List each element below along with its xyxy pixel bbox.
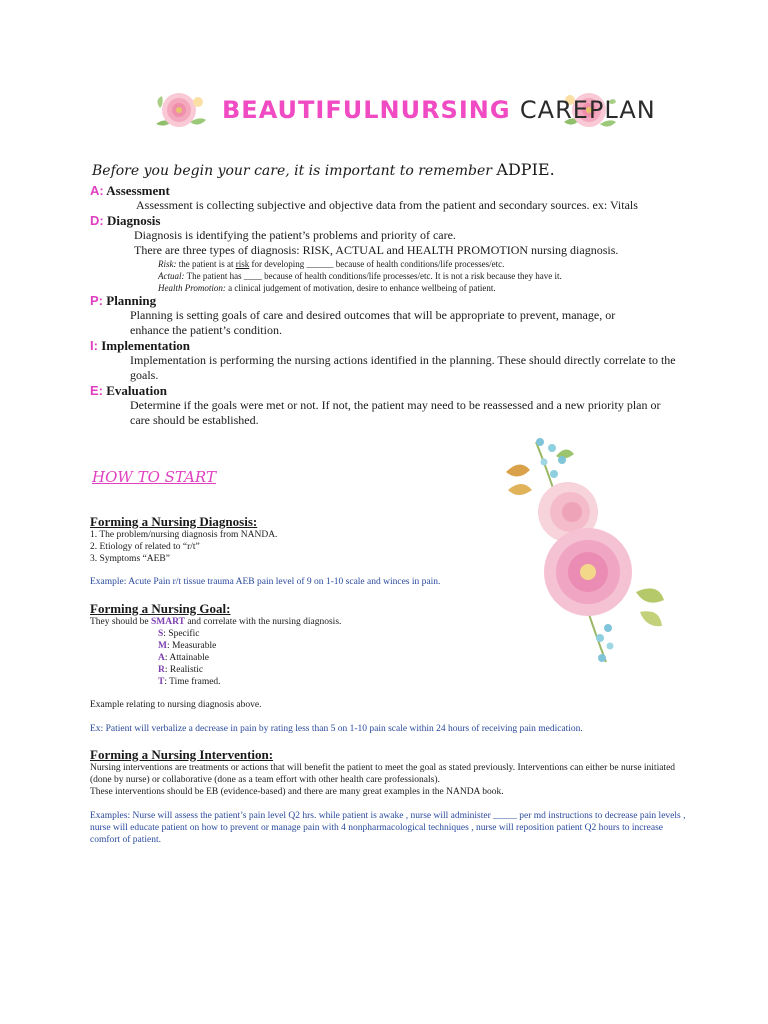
implementation-letter: I: xyxy=(90,338,98,353)
smart-letter: A xyxy=(158,653,165,663)
planning-label: Planning xyxy=(106,293,157,308)
smart-item xyxy=(158,652,209,664)
smart-item xyxy=(158,628,199,640)
evaluation-label: Evaluation xyxy=(106,383,167,398)
intro-text: Before you begin your care, it is important to remember xyxy=(92,163,492,179)
intervention-examples: Examples: Nurse will assess the patient’s pain level Q2 hrs. while patient is awake , nurse will administer _____ per md instructions to decrease pain levels , nurse will educate patient on how to prevent or manage pain with 4 nonpharmacological techniques , nurse will reposition patient Q2 hours to increase comfort of patient. xyxy=(90,811,686,845)
implementation-heading xyxy=(90,338,190,354)
diagnosis-line1: Diagnosis is identifying the patient’s problems and priority of care. xyxy=(134,228,456,242)
goal-example: Ex: Patient will verbalize a decrease in pain by rating less than 5 on 1-10 pain scale within 24 hours of receiving pain medication. xyxy=(90,724,583,734)
assessment-text: Assessment is collecting subjective and objective data from the patient and secondary sources. ex: Vitals xyxy=(136,198,638,212)
risk-post: for developing ______ because of health conditions/life processes/etc. xyxy=(251,259,505,269)
forming-diagnosis-heading: Forming a Nursing Diagnosis: xyxy=(90,514,258,529)
goal-example-intro: Example relating to nursing diagnosis above. xyxy=(90,700,262,710)
intro-line xyxy=(92,160,555,179)
assessment-label: Assessment xyxy=(106,183,170,198)
smart-letter: R xyxy=(158,665,165,675)
smart-text: : Time framed. xyxy=(164,677,221,687)
rose-left-icon xyxy=(150,88,208,136)
forming-goal-intro xyxy=(90,616,341,628)
planning-heading xyxy=(90,293,156,309)
page-title xyxy=(222,96,656,124)
intervention-text2: These interventions should be EB (evidence-based) and there are many great examples in the NANDA book. xyxy=(90,787,504,797)
smart-text: : Measurable xyxy=(166,641,217,651)
evaluation-letter: E: xyxy=(90,383,103,398)
intro-acronym: ADPIE. xyxy=(496,160,555,179)
risk-pre: the patient is at xyxy=(178,259,234,269)
diagnosis-heading xyxy=(90,213,160,229)
forming-intervention-heading: Forming a Nursing Intervention: xyxy=(90,747,274,762)
forming-goal-heading: Forming a Nursing Goal: xyxy=(90,601,231,616)
risk-label: Risk: xyxy=(158,259,177,269)
planning-text: Planning is setting goals of care and desired outcomes that will be appropriate to prevent, manage, or enhance the patient’s condition. xyxy=(130,308,616,337)
forming-diagnosis-item: 3. Symptoms “AEB” xyxy=(90,554,170,564)
smart-letter: T xyxy=(158,677,165,687)
goal-intro-smart: SMART xyxy=(150,617,185,627)
forming-diagnosis-example: Example: Acute Pain r/t tissue trauma AEB pain level of 9 on 1-10 scale and winces in pain. xyxy=(90,577,441,587)
smart-text: : Attainable xyxy=(164,653,209,663)
smart-letter: M xyxy=(158,641,167,651)
diagnosis-label: Diagnosis xyxy=(106,213,161,228)
smart-text: : Realistic xyxy=(164,665,204,675)
intervention-text: Nursing interventions are treatments or actions that will benefit the patient to meet the goal as stated previously. Interventions can either be nurse initiated (done by nurse) or collaborative (done as a team effort with other health care professionals). xyxy=(90,763,676,785)
health-label: Health Promotion: xyxy=(158,283,226,293)
goal-intro-pre: They should be xyxy=(90,617,149,627)
assessment-heading xyxy=(90,183,170,199)
risk-underlined: risk xyxy=(235,259,250,269)
evaluation-text: Determine if the goals were met or not. If not, the patient may need to be reassessed and a new priority plan or care should be established. xyxy=(130,398,661,427)
diagnosis-health-promotion xyxy=(158,282,496,294)
smart-item xyxy=(158,640,216,652)
actual-label: Actual: xyxy=(158,271,185,281)
smart-item xyxy=(158,664,203,676)
health-text: a clinical judgement of motivation, desire to enhance wellbeing of patient. xyxy=(228,283,496,293)
actual-text: The patient has ____ because of health conditions/life processes/etc. It is not a risk because they have it. xyxy=(186,271,562,281)
implementation-label: Implementation xyxy=(101,338,191,353)
evaluation-heading xyxy=(90,383,167,399)
how-to-start-heading: HOW TO START xyxy=(92,468,216,486)
title-part2: CAREPLAN xyxy=(519,96,656,124)
planning-letter: P: xyxy=(90,293,103,308)
implementation-text: Implementation is performing the nursing actions identified in the planning. These should directly correlate to the goals. xyxy=(130,353,676,382)
diagnosis-actual xyxy=(158,270,562,282)
diagnosis-line2: There are three types of diagnosis: RISK, ACTUAL and HEALTH PROMOTION nursing diagnosis. xyxy=(134,243,619,257)
forming-diagnosis-item: 2. Etiology of related to “r/t” xyxy=(90,542,200,552)
floral-bouquet-icon xyxy=(496,432,676,672)
smart-item xyxy=(158,676,221,688)
goal-intro-post: and correlate with the nursing diagnosis. xyxy=(187,617,342,627)
forming-diagnosis-item: 1. The problem/nursing diagnosis from NANDA. xyxy=(90,530,278,540)
diagnosis-risk xyxy=(158,258,504,270)
smart-letter: S xyxy=(158,629,164,639)
smart-text: : Specific xyxy=(163,629,200,639)
title-part1: BEAUTIFULNURSING xyxy=(222,96,511,124)
diagnosis-letter: D: xyxy=(90,213,104,228)
assessment-letter: A: xyxy=(90,183,104,198)
